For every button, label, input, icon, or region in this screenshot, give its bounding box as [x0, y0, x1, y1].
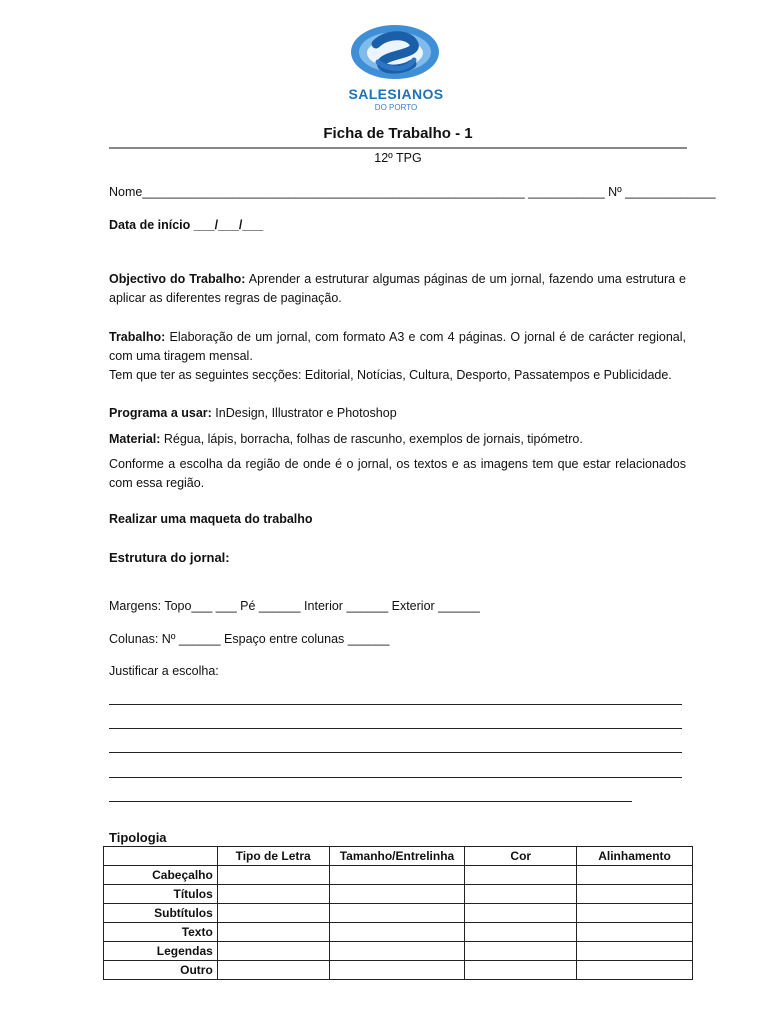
justify-line[interactable] — [109, 777, 682, 778]
material-text: Régua, lápis, borracha, folhas de rascunho, exemplos de jornais, tipómetro. — [160, 432, 583, 446]
table-cell[interactable] — [577, 866, 693, 885]
table-row — [104, 942, 693, 961]
logo-name: SALESIANOS — [348, 86, 444, 102]
title-divider — [109, 147, 687, 149]
mockup-heading: Realizar uma maqueta do trabalho — [109, 512, 313, 526]
row-label: Subtítulos — [104, 904, 218, 923]
objective-label: Objectivo do Trabalho: — [109, 272, 246, 286]
table-cell[interactable] — [465, 961, 577, 980]
table-cell[interactable] — [217, 923, 329, 942]
table-cell[interactable] — [217, 904, 329, 923]
table-cell[interactable] — [577, 961, 693, 980]
class-label: 12º TPG — [374, 151, 422, 165]
material-line — [109, 430, 686, 449]
table-cell[interactable] — [577, 923, 693, 942]
table-row — [104, 866, 693, 885]
typology-table — [103, 846, 693, 980]
table-row — [104, 923, 693, 942]
justify-line[interactable] — [109, 752, 682, 753]
table-cell[interactable] — [465, 942, 577, 961]
structure-heading: Estrutura do jornal: — [109, 550, 230, 565]
salesianos-logo — [340, 22, 452, 114]
table-cell[interactable] — [465, 923, 577, 942]
justify-label: Justificar a escolha: — [109, 664, 219, 678]
table-cell[interactable] — [329, 866, 465, 885]
page-title: Ficha de Trabalho - 1 — [323, 125, 473, 142]
work-text: Elaboração de um jornal, com formato A3 e com 4 páginas. O jornal é de carácter regional, com uma tiragem mensal. — [109, 330, 686, 363]
row-label: Cabeçalho — [104, 866, 218, 885]
table-cell[interactable] — [577, 885, 693, 904]
objective-text: Aprender a estruturar algumas páginas de um jornal, fazendo uma estrutura e aplicar as diferentes regras de paginação. — [109, 272, 687, 305]
sections-text: Tem que ter as seguintes secções: Editorial, Notícias, Cultura, Desporto, Passatempos e Publicidade. — [109, 368, 672, 382]
header-cell: Tamanho/Entrelinha — [329, 847, 465, 866]
table-row — [104, 961, 693, 980]
header-cell: Cor — [465, 847, 577, 866]
region-paragraph: Conforme a escolha da região de onde é o jornal, os textos e as imagens tem que estar relacionados com essa região. — [109, 457, 686, 490]
columns-field[interactable]: Colunas: Nº ______ Espaço entre colunas ______ — [109, 632, 390, 646]
table-cell[interactable] — [465, 885, 577, 904]
logo-subtitle: DO PORTO — [374, 103, 418, 112]
work-paragraph — [109, 328, 686, 385]
table-cell[interactable] — [329, 923, 465, 942]
margins-field[interactable]: Margens: Topo___ ___ Pé ______ Interior ______ Exterior ______ — [109, 599, 480, 613]
header-cell: Alinhamento — [577, 847, 693, 866]
software-line — [109, 404, 686, 423]
header-cell: Tipo de Letra — [217, 847, 329, 866]
justify-line[interactable] — [109, 704, 682, 705]
table-cell[interactable] — [217, 961, 329, 980]
justify-line[interactable] — [109, 728, 682, 729]
table-cell[interactable] — [329, 961, 465, 980]
table-cell[interactable] — [217, 885, 329, 904]
row-label: Legendas — [104, 942, 218, 961]
typology-header-row — [104, 847, 693, 866]
table-cell[interactable] — [577, 904, 693, 923]
justify-line[interactable] — [109, 801, 632, 802]
table-row — [104, 904, 693, 923]
table-cell[interactable] — [577, 942, 693, 961]
row-label: Títulos — [104, 885, 218, 904]
logo-emblem-icon — [348, 22, 444, 88]
material-label: Material: — [109, 432, 161, 446]
table-cell[interactable] — [329, 942, 465, 961]
row-label: Texto — [104, 923, 218, 942]
table-row — [104, 885, 693, 904]
row-label: Outro — [104, 961, 218, 980]
software-label: Programa a usar: — [109, 406, 212, 420]
table-cell[interactable] — [329, 904, 465, 923]
start-date-field[interactable]: Data de início ___/___/___ — [109, 218, 264, 232]
table-cell[interactable] — [217, 942, 329, 961]
table-cell[interactable] — [465, 866, 577, 885]
typology-heading: Tipologia — [109, 830, 167, 845]
name-field[interactable]: Nome_______________________________________________________ ___________ Nº _____________ — [109, 185, 716, 199]
header-cell — [104, 847, 218, 866]
software-text: InDesign, Illustrator e Photoshop — [211, 406, 397, 420]
objective-paragraph — [109, 270, 686, 308]
work-label: Trabalho: — [109, 330, 166, 344]
table-cell[interactable] — [329, 885, 465, 904]
table-cell[interactable] — [465, 904, 577, 923]
table-cell[interactable] — [217, 866, 329, 885]
